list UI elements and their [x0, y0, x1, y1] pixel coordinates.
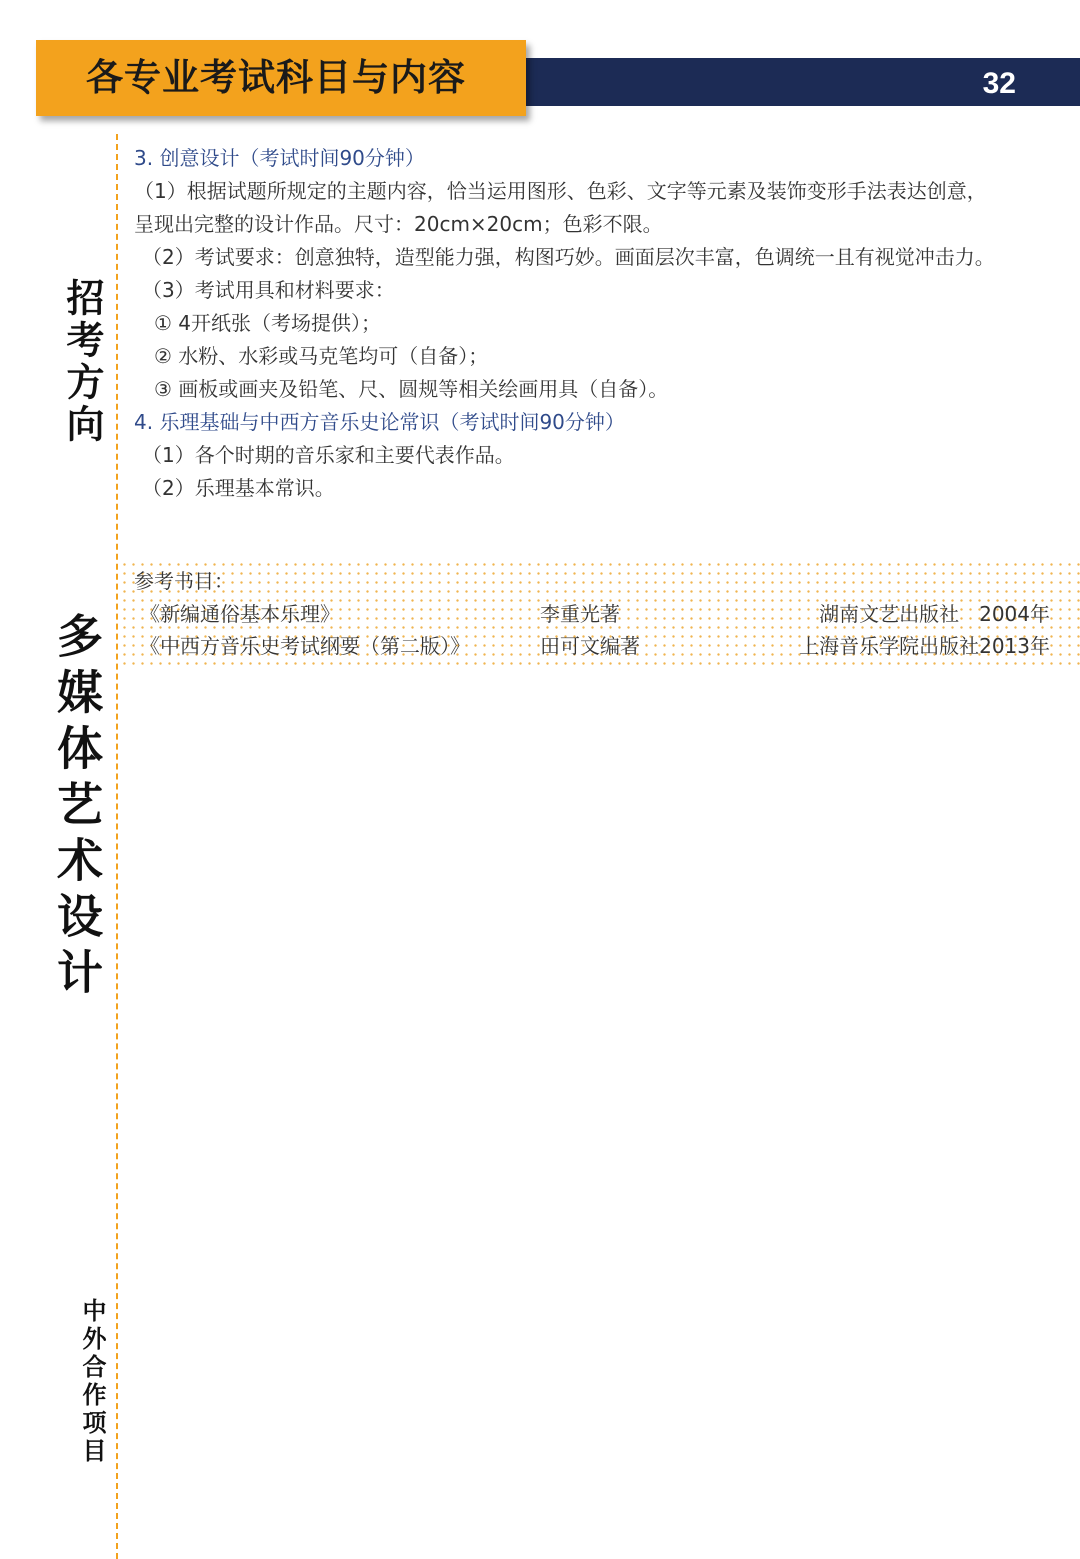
content-line: 呈现出完整的设计作品。尺寸：20cm×20cm；色彩不限。	[134, 212, 663, 236]
content-line: （1）各个时期的音乐家和主要代表作品。	[142, 443, 515, 467]
section-heading-creative-design: 3. 创意设计（考试时间90分钟）	[134, 146, 425, 170]
page-number: 32	[982, 67, 1016, 100]
reference-author: 田可文编著	[540, 634, 640, 658]
section-heading-music-theory: 4. 乐理基础与中西方音乐史论常识（考试时间90分钟）	[134, 410, 625, 434]
exam-content	[134, 142, 1064, 505]
list-item: ② 水粉、水彩或马克笔均可（自备）；	[154, 344, 489, 368]
side-label-major: 多媒体艺术设计	[50, 612, 104, 1004]
reference-row	[134, 598, 1062, 630]
content-line: （2）乐理基本常识。	[142, 476, 335, 500]
references-box	[120, 560, 1080, 666]
references-label: 参考书目：	[134, 569, 234, 593]
section-title-tab	[36, 40, 526, 116]
list-item: ① 4开纸张（考场提供）；	[154, 311, 382, 335]
side-label-direction: 招考方向	[60, 278, 104, 446]
dashed-divider	[116, 134, 118, 1559]
reference-title: 《新编通俗基本乐理》	[140, 602, 340, 626]
reference-publisher: 上海音乐学院出版社2013年	[799, 634, 1050, 658]
side-label-program: 中外合作项目	[78, 1298, 106, 1466]
reference-author: 李重光著	[540, 602, 620, 626]
list-item: ③ 画板或画夹及铅笔、尺、圆规等相关绘画用具（自备）。	[154, 377, 669, 401]
reference-title: 《中西方音乐史考试纲要（第二版）》	[140, 634, 470, 658]
section-title: 各专业考试科目与内容	[86, 56, 466, 99]
content-line: （1）根据试题所规定的主题内容，恰当运用图形、色彩、文字等元素及装饰变形手法表达创意，	[134, 179, 987, 203]
reference-publisher: 湖南文艺出版社 2004年	[819, 602, 1050, 626]
reference-row	[134, 630, 1062, 662]
content-line: （2）考试要求：创意独特，造型能力强，构图巧妙。画面层次丰富，色调统一且有视觉冲击力。	[142, 245, 995, 269]
content-line: （3）考试用具和材料要求：	[142, 278, 395, 302]
